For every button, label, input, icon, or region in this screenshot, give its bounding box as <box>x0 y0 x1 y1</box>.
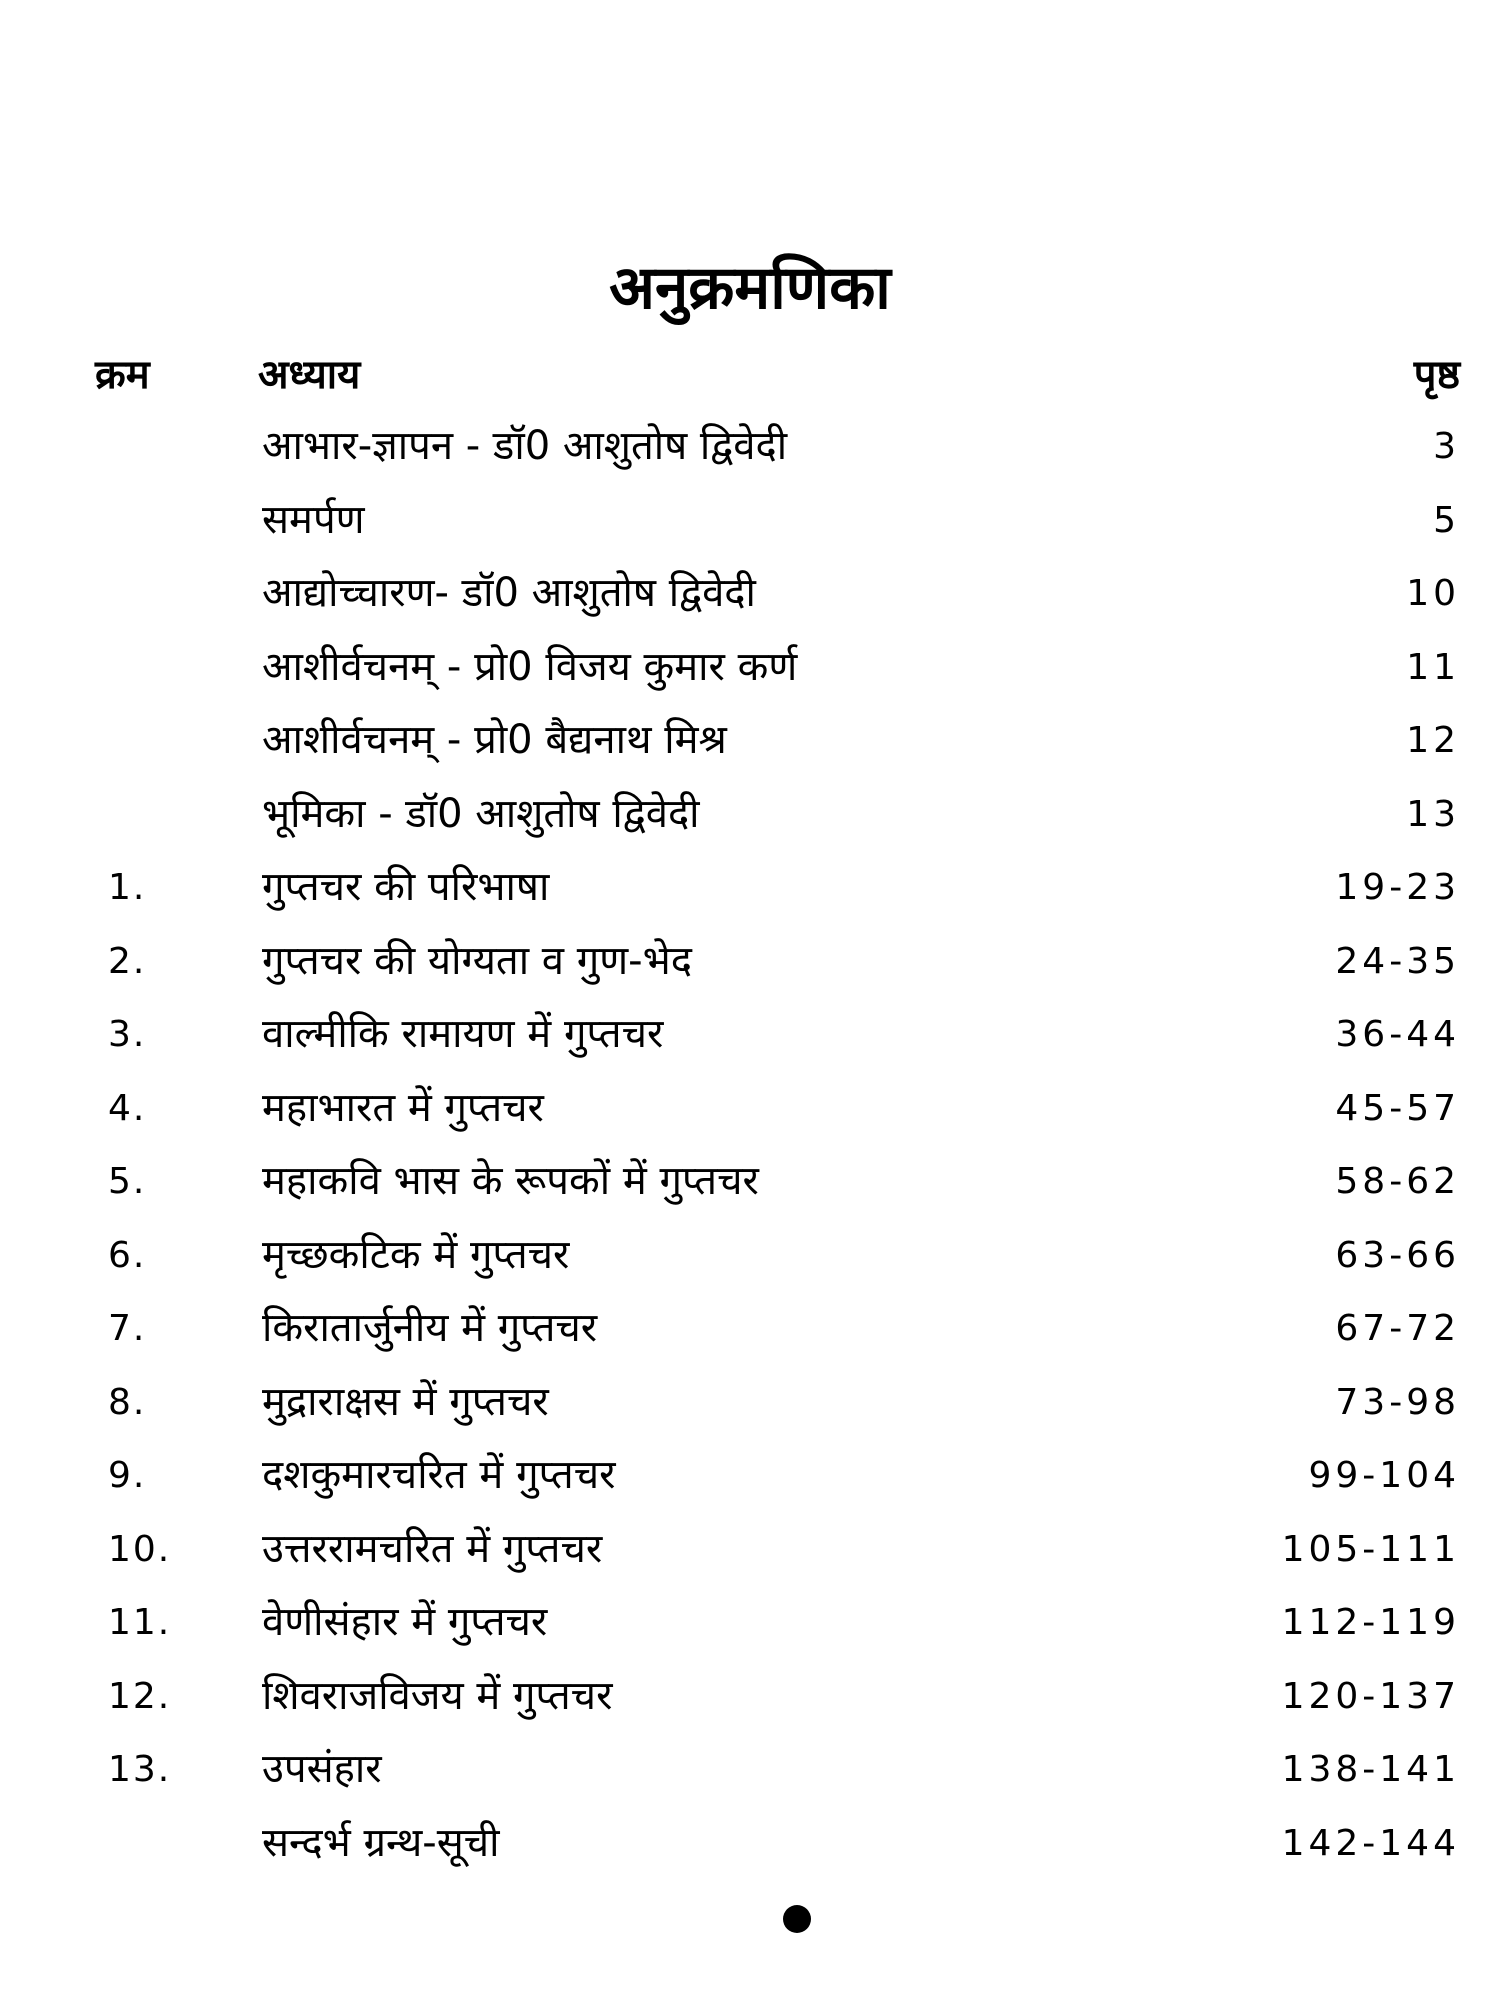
entry-number: 10. <box>108 1528 172 1570</box>
entry-number: 1. <box>108 867 147 908</box>
entry-title: गुप्तचर की योग्यता व गुण-भेद <box>262 937 692 984</box>
toc-entry <box>0 1807 1500 1881</box>
entry-page: 142-144 <box>1281 1822 1460 1864</box>
toc-list <box>0 410 1500 1880</box>
entry-title: वाल्मीकि रामायण में गुप्तचर <box>262 1011 664 1057</box>
toc-entry <box>0 704 1500 778</box>
entry-title: आद्योच्चारण- डॉ0 आशुतोष द्विवेदी <box>262 570 756 616</box>
chapter-column-header: अध्याय <box>258 352 361 398</box>
toc-entry <box>0 1292 1500 1366</box>
toc-header <box>0 345 1500 405</box>
entry-title: भूमिका - डॉ0 आशुतोष द्विवेदी <box>262 790 700 837</box>
number-column-header: क्रम <box>95 352 150 398</box>
toc-entry <box>0 410 1500 484</box>
page-column-header: पृष्ठ <box>1413 352 1460 398</box>
entry-number: 7. <box>108 1308 147 1349</box>
entry-number: 9. <box>108 1455 147 1496</box>
entry-page: 120-137 <box>1281 1675 1460 1717</box>
toc-entry <box>0 1733 1500 1807</box>
entry-number: 8. <box>108 1381 147 1423</box>
entry-title: आशीर्वचनम् - प्रो0 विजय कुमार कर्ण <box>262 643 798 690</box>
entry-page: 11 <box>1406 646 1460 688</box>
toc-entry <box>0 1513 1500 1587</box>
entry-title: दशकुमारचरित में गुप्तचर <box>262 1452 616 1498</box>
entry-title: उत्तररामचरित में गुप्तचर <box>262 1525 603 1572</box>
entry-title: सन्दर्भ ग्रन्थ-सूची <box>262 1819 500 1866</box>
toc-entry <box>0 484 1500 558</box>
toc-entry <box>0 631 1500 705</box>
toc-entry <box>0 851 1500 925</box>
entry-page: 36-44 <box>1335 1014 1460 1055</box>
toc-entry <box>0 778 1500 852</box>
entry-page: 24-35 <box>1335 940 1460 982</box>
entry-title: मृच्छकटिक में गुप्तचर <box>262 1231 570 1278</box>
entry-page: 105-111 <box>1281 1528 1460 1570</box>
entry-title: शिवराजविजय में गुप्तचर <box>262 1672 613 1719</box>
toc-entry <box>0 925 1500 999</box>
entry-page: 73-98 <box>1335 1381 1460 1423</box>
page-title: अनुक्रमणिका <box>609 253 891 324</box>
entry-page: 3 <box>1433 426 1460 467</box>
entry-title: मुद्राराक्षस में गुप्तचर <box>262 1378 549 1425</box>
entry-page: 63-66 <box>1335 1234 1460 1276</box>
toc-entry <box>0 1439 1500 1513</box>
toc-entry <box>0 1660 1500 1734</box>
toc-entry <box>0 1586 1500 1660</box>
entry-number: 4. <box>108 1087 147 1129</box>
toc-entry <box>0 1145 1500 1219</box>
entry-page: 138-141 <box>1281 1749 1460 1790</box>
toc-entry <box>0 1366 1500 1440</box>
entry-number: 5. <box>108 1161 147 1202</box>
entry-title: आभार-ज्ञापन - डॉ0 आशुतोष द्विवेदी <box>262 423 788 469</box>
entry-page: 67-72 <box>1335 1308 1460 1349</box>
toc-entry <box>0 1072 1500 1146</box>
entry-title: आशीर्वचनम् - प्रो0 बैद्यनाथ मिश्र <box>262 717 727 763</box>
entry-number: 6. <box>108 1234 147 1276</box>
entry-page: 12 <box>1406 720 1460 761</box>
entry-page: 13 <box>1406 793 1460 835</box>
entry-page: 5 <box>1433 499 1460 541</box>
toc-entry <box>0 557 1500 631</box>
entry-number: 3. <box>108 1014 147 1055</box>
entry-title: गुप्तचर की परिभाषा <box>262 864 550 910</box>
entry-title: किरातार्जुनीय में गुप्तचर <box>262 1305 598 1351</box>
entry-page: 112-119 <box>1281 1602 1460 1643</box>
entry-page: 10 <box>1406 573 1460 614</box>
entry-title: समर्पण <box>262 496 365 543</box>
entry-title: महाकवि भास के रूपकों में गुप्तचर <box>262 1158 759 1204</box>
toc-entry <box>0 1219 1500 1293</box>
entry-page: 99-104 <box>1308 1455 1460 1496</box>
toc-entry <box>0 998 1500 1072</box>
entry-page: 58-62 <box>1335 1161 1460 1202</box>
entry-title: महाभारत में गुप्तचर <box>262 1084 544 1131</box>
entry-number: 11. <box>108 1602 172 1643</box>
entry-number: 12. <box>108 1675 172 1717</box>
entry-title: वेणीसंहार में गुप्तचर <box>262 1599 548 1645</box>
entry-page: 19-23 <box>1335 867 1460 908</box>
entry-title: उपसंहार <box>262 1746 382 1792</box>
entry-number: 13. <box>108 1749 172 1790</box>
entry-number: 2. <box>108 940 147 982</box>
entry-page: 45-57 <box>1335 1087 1460 1129</box>
page-marker-dot <box>783 1905 811 1933</box>
